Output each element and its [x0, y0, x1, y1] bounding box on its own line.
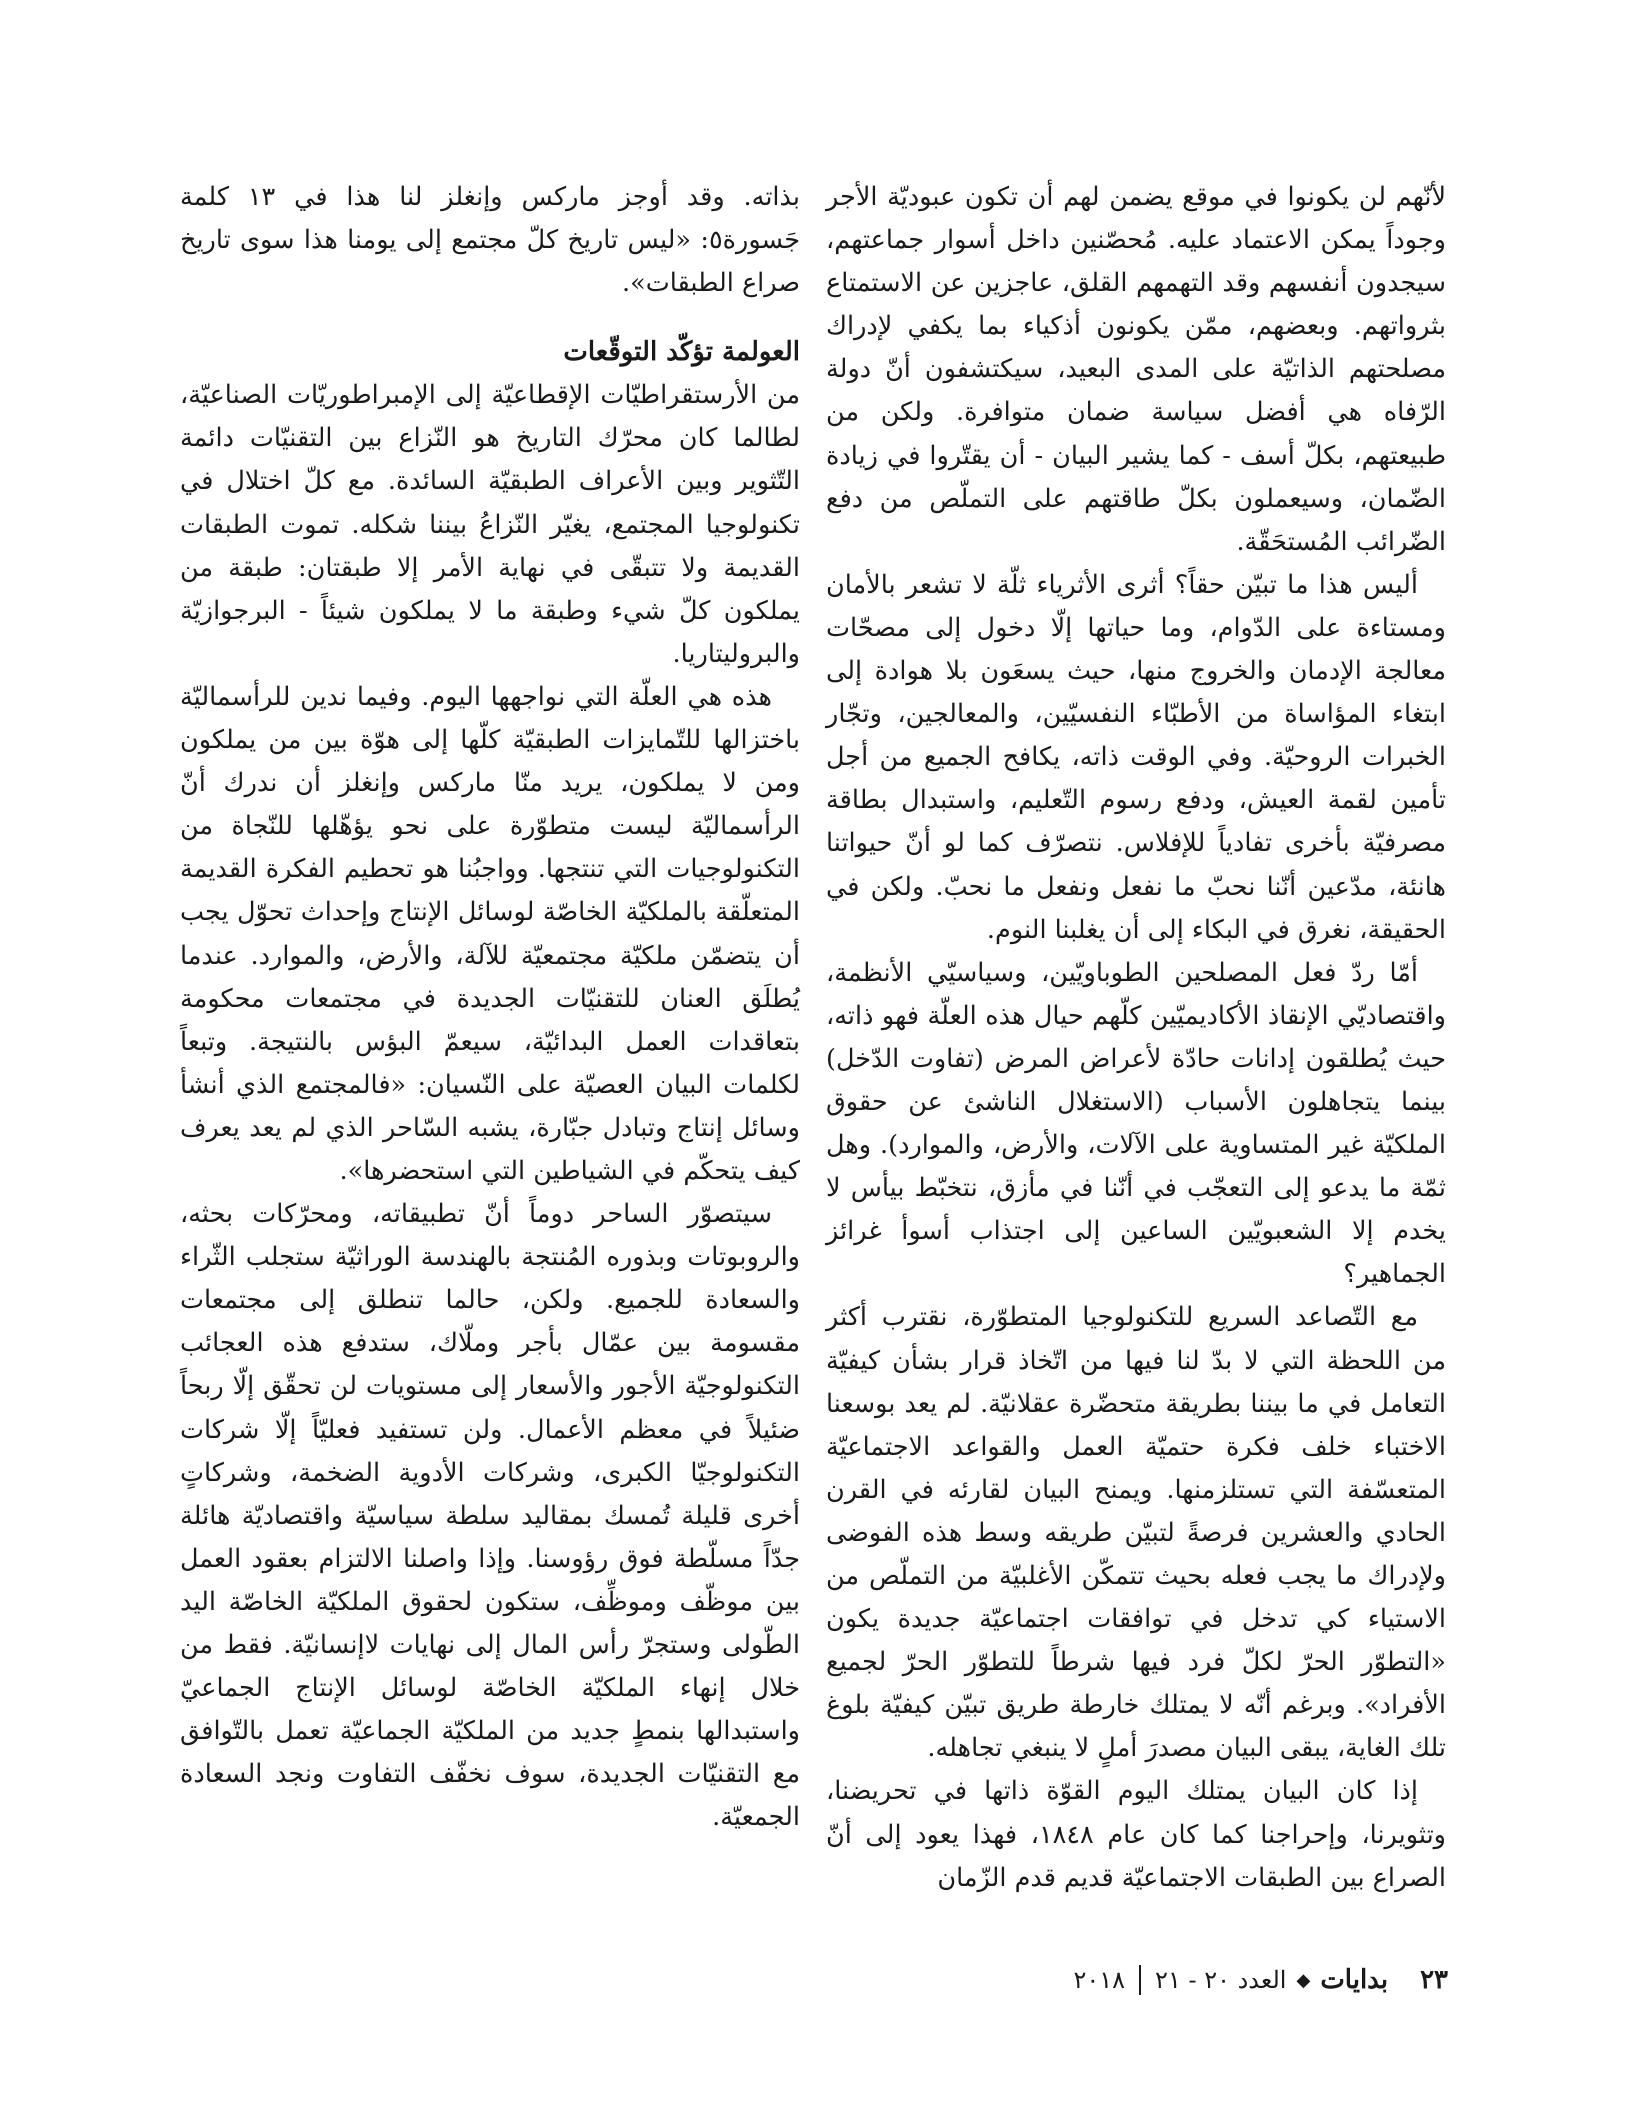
paragraph: بذاته. وقد أوجز ماركس وإنغلز لنا هذا في ١٣ كلمة جَسورة٥: «ليس تاريخ كلّ مجتمع إلى يومنا هذا سوى تاريخ صراع الطبقات». [180, 182, 800, 299]
paragraph: أليس هذا ما تبيّن حقاً؟ أثرى الأثرياء ثلّة لا تشعر بالأمان ومستاءة على الدّوام، وما حياتها إلّا دخول إلى مصحّات معالجة الإدمان والخروج منها، حيث يسعَون بلا هوادة إلى ابتغاء المؤاساة من الأطبّاء النفسيّين، والمعالجين، وتجّار الخبرات الروحيّة. وفي الوقت ذاته، يكافح الجميع من أجل تأمين لقمة العيش، ودفع رسوم التّعليم، واستبدال بطاقة مصرفيّة بأخرى تفادياً للإفلاس. نتصرّف كما لو أنّ حيواتنا هانئة، مدّعين أنّنا نحبّ ما نفعل ونفعل ما نحبّ. ولكن في الحقيقة، نغرق في البكاء إلى أن يغلبنا النوم. [826, 569, 1446, 945]
paragraph: لأنّهم لن يكونوا في موقع يضمن لهم أن تكون عبوديّة الأجر وجوداً يمكن الاعتماد عليه. مُحصّنين داخل أسوار جماعتهم، سيجدون أنفسهم وقد التهمهم القلق، عاجزين عن الاستمتاع بثرواتهم. وبعضهم، ممّن يكونون أذكياء بما يكفي لإدراك مصلحتهم الذاتيّة على المدى البعيد، سيكتشفون أنّ دولة الرّفاه هي أفضل سياسة ضمان متوافرة. ولكن من طبيعتهم، بكلّ أسف - كما يشير البيان - أن يقتّروا في زيادة الضّمان، وسيعملون بكلّ طاقتهم على التملّص من دفع الضّرائب المُستحَقّة. [826, 182, 1446, 557]
paragraph: أمّا ردّ فعل المصلحين الطوباويّين، وسياسيّي الأنظمة، واقتصاديّي الإنقاذ الأكاديميّين كلّهم حيال هذه العلّة فهو ذاته، حيث يُطلقون إدانات حادّة لأعراض المرض (تفاوت الدّخل) بينما يتجاهلون الأسباب (الاستغلال الناشئ عن حقوق الملكيّة غير المتساوية على الآلات، والأرض، والموارد). وهل ثمّة ما يدعو إلى التعجّب في أنّنا في مأزق، نتخبّط بيأس لا يخدم إلا الشعبويّين الساعين إلى اجتذاب أسوأ غرائز الجماهير؟ [826, 957, 1446, 1290]
footer-divider [1139, 1965, 1141, 1995]
paragraph: إذا كان البيان يمتلك اليوم القوّة ذاتها في تحريضنا، وتثويرنا، وإحراجنا كما كان عام ١٨٤٨، فهذا يعود إلى أنّ الصراع بين الطبقات الاجتماعيّة قديم قدم الزّمان [826, 1776, 1446, 1893]
paragraph: مع التّصاعد السريع للتكنولوجيا المتطوّرة، نقترب أكثر من اللحظة التي لا بدّ لنا فيها من اتّخاذ قرار بشأن كيفيّة التعامل في ما بيننا بطريقة متحضّرة عقلانيّة. لم يعد بوسعنا الاختباء خلف فكرة حتميّة العمل والقواعد الاجتماعيّة المتعسّفة التي تستلزمنها. ويمنح البيان لقارئه في القرن الحادي والعشرين فرصةً لتبيّن طريقه وسط هذه الفوضى ولإدراك ما يجب فعله بحيث تتمكّن الأغلبيّة من التملّص من الاستياء كي تدخل في توافقات اجتماعيّة جديدة يكون «التطوّر الحرّ لكلّ فرد فيها شرطاً للتطوّر الحرّ لجميع الأفراد». وبرغم أنّه لا يمتلك خارطة طريق تبيّن كيفيّة بلوغ تلك الغاية، يبقى البيان مصدرَ أملٍ لا ينبغي تجاهله. [826, 1302, 1446, 1764]
paragraph: هذه هي العلّة التي نواجهها اليوم. وفيما ندين للرأسماليّة باختزالها للتّمايزات الطبقيّة كلّها إلى هوّة بين من يملكون ومن لا يملكون، يريد منّا ماركس وإنغلز أن ندرك أنّ الرأسماليّة ليست متطوّرة على نحو يؤهّلها للنّجاة من التكنولوجيات التي تنتجها. وواجبُنا هو تحطيم الفكرة القديمة المتعلّقة بالملكيّة الخاصّة لوسائل الإنتاج وإحداث تحوّل يجب أن يتضمّن ملكيّة مجتمعيّة للآلة، والأرض، والموارد. عندما يُطلَق العنان للتقنيّات الجديدة في مجتمعات محكومة بتعاقدات العمل البدائيّة، سيعمّ البؤس بالنتيجة. وتبعاً لكلمات البيان العصيّة على النّسيان: «فالمجتمع الذي أنشأ وسائل إنتاج وتبادل جبّارة، يشبه السّاحر الذي لم يعد يعرف كيف يتحكّم في الشياطين التي استحضرها». [180, 681, 800, 1186]
left-column [180, 176, 800, 1839]
issue-number: العدد ٢٠ - ٢١ [1155, 1966, 1287, 1994]
paragraph: من الأرستقراطيّات الإقطاعيّة إلى الإمبراطوريّات الصناعيّة، لطالما كان محرّك التاريخ هو النّزاع بين التقنيّات دائمة التّثوير وبين الأعراف الطبقيّة السائدة. مع كلّ اختلال في تكنولوجيا المجتمع، يغيّر النّزاعُ بيننا شكله. تموت الطبقات القديمة ولا تتبقّى في نهاية الأمر إلا طبقتان: طبقة من يملكون كلّ شيء وطبقة ما لا يملكون شيئاً - البرجوازيّة والبروليتاريا. [180, 380, 800, 669]
issue-year: ٢٠١٨ [1073, 1966, 1126, 1994]
right-column [826, 176, 1446, 1900]
page-footer [1073, 1965, 1448, 1995]
page-number: ٢٣ [1420, 1965, 1448, 1995]
journal-name: بدايات [1320, 1965, 1389, 1995]
paragraph: سيتصوّر الساحر دوماً أنّ تطبيقاته، ومحرّكات بحثه، والروبوتات وبذوره المُنتجة بالهندسة الوراثيّة ستجلب الثّراء والسعادة للجميع. ولكن، حالما تنطلق إلى مجتمعات مقسومة بين عمّال بأجر وملّاك، ستدفع هذه العجائب التكنولوجيّة الأجور والأسعار إلى مستويات لن تحقّق إلّا ربحاً ضئيلاً في معظم الأعمال. ولن تستفيد فعليّاً إلّا شركات التكنولوجيّا الكبرى، وشركات الأدوية الضخمة، وشركاتٍ أخرى قليلة تُمسك بمقاليد سلطة سياسيّة واقتصاديّة هائلة جدّاً مسلّطة فوق رؤوسنا. وإذا واصلنا الالتزام بعقود العمل بين موظّف وموظِّف، ستكون لحقوق الملكيّة الخاصّة اليد الطّولى وستجرّ رأس المال إلى نهايات لاإنسانيّة. فقط من خلال إنهاء الملكيّة الخاصّة لوسائل الإنتاج الجماعيّ واستبدالها بنمطٍ جديد من الملكيّة الجماعيّة تعمل بالتّوافق مع التقنيّات الجديدة، سوف نخفّف التفاوت ونجد السعادة الجمعيّة. [180, 1199, 800, 1833]
diamond-icon: ◆ [1296, 1969, 1311, 1991]
section-heading: العولمة تؤكّد التوقّعات [563, 337, 800, 368]
